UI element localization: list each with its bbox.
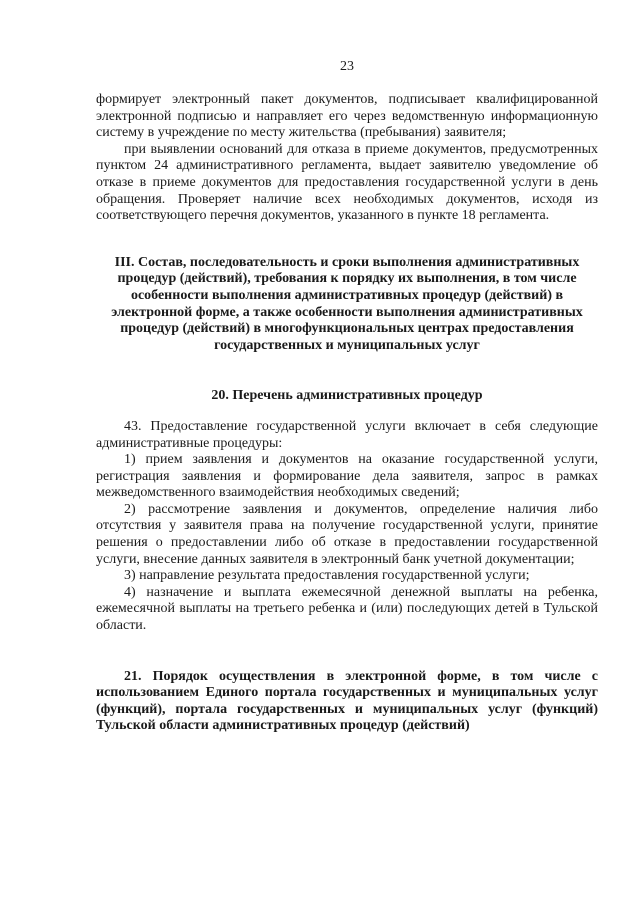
list-item-1: 1) прием заявления и документов на оказание государственной услуги, регистрация заявления и формирование дела заявителя, запрос в рамках межведомственного взаимодействия необходимых сведений; [96, 452, 598, 501]
subsection-heading-21: 21. Порядок осуществления в электронной форме, в том числе с использованием Единого портала государственных и муниципальных услуг (функций), портала государственных и муниципальных услуг (функций) Тульской области административных процедур (действий) [96, 668, 598, 734]
list-item-2: 2) рассмотрение заявления и документов, определение наличия либо отсутствия у заявителя права на получение государственной услуги, принятие решения о предоставлении либо об отказе в предоставлении государственной услуги, внесение данных заявителя в электронный банк учетной документации; [96, 501, 598, 567]
paragraph-43: 43. Предоставление государственной услуги включает в себя следующие административные процедуры: [96, 418, 598, 451]
document-page [96, 58, 598, 735]
list-item-3: 3) направление результата предоставления государственной услуги; [124, 568, 530, 584]
list-item-4: 4) назначение и выплата ежемесячной денежной выплаты на ребенка, ежемесячной выплаты на третьего ребенка и (или) последующих детей в Тульской области. [96, 584, 598, 634]
subsection-heading-20: 20. Перечень административных процедур [211, 388, 483, 404]
paragraph-top-2: при выявлении оснований для отказа в приеме документов, предусмотренных пунктом 24 административного регламента, выдает заявителю уведомление об отказе в приеме документов для предоставления государственной услуги в день обращения. Проверяет наличие всех необходимых документов, исходя из соответствующего перечня документов, указанного в пункте 18 регламента. [96, 141, 598, 224]
page-number: 23 [340, 59, 354, 74]
paragraph-top-1: формирует электронный пакет документов, подписывает квалифицированной электронной подписью и направляет его через ведомственную информационную систему в учреждение по месту жительства (пребывания) заявителя; [96, 92, 598, 141]
section-heading-iii: III. Состав, последовательность и сроки выполнения административных процедур (действий), требования к порядку их выполнения, в том числе особенности выполнения административных процедур (действий) в электронной форме, а также особенности выполнения административных процедур (действий) в многофункциональных центрах предоставления государственных и муниципальных услуг [111, 254, 583, 353]
